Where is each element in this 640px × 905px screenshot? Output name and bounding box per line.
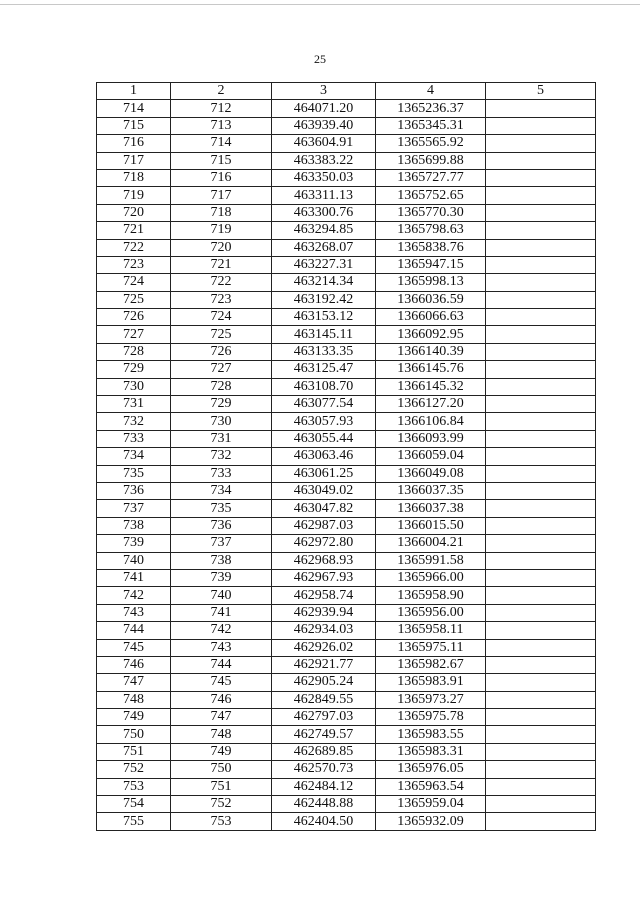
table-cell: 463227.31 bbox=[272, 256, 376, 273]
table-row bbox=[97, 274, 596, 291]
table-cell: 753 bbox=[97, 778, 171, 795]
table-cell: 727 bbox=[97, 326, 171, 343]
table-cell: 1366127.20 bbox=[376, 396, 486, 413]
table-cell: 718 bbox=[171, 204, 272, 221]
table-cell: 741 bbox=[97, 569, 171, 586]
table-cell: 1366092.95 bbox=[376, 326, 486, 343]
table-cell: 720 bbox=[171, 239, 272, 256]
table-cell: 462939.94 bbox=[272, 604, 376, 621]
table-cell: 749 bbox=[171, 743, 272, 760]
table-cell bbox=[486, 639, 596, 656]
table-cell: 1365947.15 bbox=[376, 256, 486, 273]
table-cell: 734 bbox=[97, 448, 171, 465]
table-cell: 1365345.31 bbox=[376, 117, 486, 134]
table-cell bbox=[486, 622, 596, 639]
table-cell: 463055.44 bbox=[272, 430, 376, 447]
table-cell: 734 bbox=[171, 482, 272, 499]
table-cell: 462404.50 bbox=[272, 813, 376, 830]
table-cell bbox=[486, 135, 596, 152]
table-cell: 751 bbox=[97, 743, 171, 760]
table-cell: 744 bbox=[171, 656, 272, 673]
table-cell: 713 bbox=[171, 117, 272, 134]
table-cell: 462987.03 bbox=[272, 517, 376, 534]
coordinates-table bbox=[96, 82, 596, 831]
table-cell: 1365565.92 bbox=[376, 135, 486, 152]
table-row bbox=[97, 796, 596, 813]
table-cell bbox=[486, 778, 596, 795]
table-cell bbox=[486, 726, 596, 743]
table-cell: 463300.76 bbox=[272, 204, 376, 221]
table-cell: 462972.80 bbox=[272, 535, 376, 552]
table-cell bbox=[486, 796, 596, 813]
table-cell: 721 bbox=[97, 222, 171, 239]
table-cell: 750 bbox=[97, 726, 171, 743]
table-cell: 1366066.63 bbox=[376, 309, 486, 326]
table-cell bbox=[486, 361, 596, 378]
table-cell: 462749.57 bbox=[272, 726, 376, 743]
table-row bbox=[97, 187, 596, 204]
table-row bbox=[97, 709, 596, 726]
table-cell bbox=[486, 465, 596, 482]
table-cell: 714 bbox=[97, 100, 171, 117]
table-cell: 462968.93 bbox=[272, 552, 376, 569]
table-row bbox=[97, 169, 596, 186]
table-cell bbox=[486, 813, 596, 830]
table-row bbox=[97, 256, 596, 273]
table-row bbox=[97, 552, 596, 569]
table-cell: 732 bbox=[171, 448, 272, 465]
table-cell: 463049.02 bbox=[272, 482, 376, 499]
table-cell: 462934.03 bbox=[272, 622, 376, 639]
table-cell: 744 bbox=[97, 622, 171, 639]
table-cell: 1366004.21 bbox=[376, 535, 486, 552]
table-row bbox=[97, 378, 596, 395]
table-cell: 748 bbox=[171, 726, 272, 743]
table-cell: 463294.85 bbox=[272, 222, 376, 239]
table-row bbox=[97, 291, 596, 308]
table-row bbox=[97, 535, 596, 552]
table-cell: 722 bbox=[97, 239, 171, 256]
table-header-row bbox=[97, 83, 596, 100]
column-header: 2 bbox=[171, 83, 272, 100]
table-row bbox=[97, 639, 596, 656]
table-cell: 1365752.65 bbox=[376, 187, 486, 204]
table-cell: 462967.93 bbox=[272, 569, 376, 586]
table-cell: 728 bbox=[171, 378, 272, 395]
table-cell: 726 bbox=[171, 343, 272, 360]
table-row bbox=[97, 117, 596, 134]
table-row bbox=[97, 361, 596, 378]
table-row bbox=[97, 761, 596, 778]
table-cell: 729 bbox=[171, 396, 272, 413]
table-cell: 723 bbox=[171, 291, 272, 308]
table-cell: 753 bbox=[171, 813, 272, 830]
table-cell: 1366145.32 bbox=[376, 378, 486, 395]
table-cell: 1365983.91 bbox=[376, 674, 486, 691]
table-cell bbox=[486, 169, 596, 186]
table-cell: 1365982.67 bbox=[376, 656, 486, 673]
table-row bbox=[97, 448, 596, 465]
table-cell bbox=[486, 274, 596, 291]
table-cell: 463268.07 bbox=[272, 239, 376, 256]
table-cell: 715 bbox=[97, 117, 171, 134]
table-row bbox=[97, 396, 596, 413]
table-cell: 1365983.55 bbox=[376, 726, 486, 743]
table-cell: 1365975.11 bbox=[376, 639, 486, 656]
table-cell bbox=[486, 674, 596, 691]
table-cell: 463125.47 bbox=[272, 361, 376, 378]
table-cell: 1365956.00 bbox=[376, 604, 486, 621]
table-row bbox=[97, 100, 596, 117]
table-cell: 715 bbox=[171, 152, 272, 169]
table-row bbox=[97, 674, 596, 691]
table-cell: 725 bbox=[97, 291, 171, 308]
table-cell: 717 bbox=[171, 187, 272, 204]
table-row bbox=[97, 326, 596, 343]
table-cell: 745 bbox=[171, 674, 272, 691]
table-cell: 1365838.76 bbox=[376, 239, 486, 256]
table-row bbox=[97, 500, 596, 517]
table-row bbox=[97, 778, 596, 795]
table-cell: 745 bbox=[97, 639, 171, 656]
column-header: 3 bbox=[272, 83, 376, 100]
table-cell bbox=[486, 187, 596, 204]
table-cell: 730 bbox=[97, 378, 171, 395]
table-cell bbox=[486, 326, 596, 343]
table-cell: 730 bbox=[171, 413, 272, 430]
table-cell: 1366145.76 bbox=[376, 361, 486, 378]
table-cell: 1366037.35 bbox=[376, 482, 486, 499]
table-cell: 719 bbox=[171, 222, 272, 239]
table-cell: 731 bbox=[171, 430, 272, 447]
table-cell: 720 bbox=[97, 204, 171, 221]
table-cell bbox=[486, 448, 596, 465]
table-row bbox=[97, 309, 596, 326]
table-cell bbox=[486, 482, 596, 499]
table-cell bbox=[486, 343, 596, 360]
table-cell bbox=[486, 204, 596, 221]
table-cell: 733 bbox=[97, 430, 171, 447]
table-cell: 1365236.37 bbox=[376, 100, 486, 117]
table-cell: 722 bbox=[171, 274, 272, 291]
table-cell: 462484.12 bbox=[272, 778, 376, 795]
table-cell bbox=[486, 100, 596, 117]
table-row bbox=[97, 517, 596, 534]
table-cell: 1365958.90 bbox=[376, 587, 486, 604]
table-cell: 728 bbox=[97, 343, 171, 360]
table-cell: 738 bbox=[171, 552, 272, 569]
table-cell: 463939.40 bbox=[272, 117, 376, 134]
table-cell: 755 bbox=[97, 813, 171, 830]
table-cell: 1365958.11 bbox=[376, 622, 486, 639]
table-cell bbox=[486, 517, 596, 534]
table-cell bbox=[486, 291, 596, 308]
table-cell: 743 bbox=[171, 639, 272, 656]
table-cell: 740 bbox=[97, 552, 171, 569]
table-cell: 463061.25 bbox=[272, 465, 376, 482]
table-cell: 712 bbox=[171, 100, 272, 117]
table-cell: 736 bbox=[171, 517, 272, 534]
table-row bbox=[97, 343, 596, 360]
table-cell: 740 bbox=[171, 587, 272, 604]
table-row bbox=[97, 482, 596, 499]
table-cell: 463604.91 bbox=[272, 135, 376, 152]
table-cell: 463311.13 bbox=[272, 187, 376, 204]
table-cell: 754 bbox=[97, 796, 171, 813]
column-header: 4 bbox=[376, 83, 486, 100]
table-cell bbox=[486, 152, 596, 169]
table-row bbox=[97, 152, 596, 169]
table-cell: 1365975.78 bbox=[376, 709, 486, 726]
table-cell: 752 bbox=[171, 796, 272, 813]
table-cell: 1366015.50 bbox=[376, 517, 486, 534]
table-row bbox=[97, 135, 596, 152]
table-row bbox=[97, 222, 596, 239]
table-cell: 723 bbox=[97, 256, 171, 273]
table-cell: 729 bbox=[97, 361, 171, 378]
table-cell bbox=[486, 309, 596, 326]
table-cell: 735 bbox=[171, 500, 272, 517]
table-cell: 719 bbox=[97, 187, 171, 204]
top-rule bbox=[0, 4, 640, 5]
table-cell: 716 bbox=[171, 169, 272, 186]
table-cell: 1366106.84 bbox=[376, 413, 486, 430]
table-cell: 462448.88 bbox=[272, 796, 376, 813]
table-cell: 736 bbox=[97, 482, 171, 499]
table-cell: 739 bbox=[97, 535, 171, 552]
table-cell bbox=[486, 656, 596, 673]
page-number: 25 bbox=[314, 52, 326, 66]
table-cell: 1366037.38 bbox=[376, 500, 486, 517]
table-cell: 742 bbox=[97, 587, 171, 604]
table-cell: 464071.20 bbox=[272, 100, 376, 117]
table-cell: 462905.24 bbox=[272, 674, 376, 691]
table-cell bbox=[486, 430, 596, 447]
table-cell bbox=[486, 413, 596, 430]
table-cell: 742 bbox=[171, 622, 272, 639]
table-cell: 462926.02 bbox=[272, 639, 376, 656]
table-cell: 747 bbox=[97, 674, 171, 691]
table-row bbox=[97, 430, 596, 447]
table-cell: 462849.55 bbox=[272, 691, 376, 708]
table-cell bbox=[486, 222, 596, 239]
table-cell: 462921.77 bbox=[272, 656, 376, 673]
table-row bbox=[97, 813, 596, 830]
table-cell: 1365983.31 bbox=[376, 743, 486, 760]
table-cell bbox=[486, 500, 596, 517]
table-cell: 1365959.04 bbox=[376, 796, 486, 813]
table-cell: 724 bbox=[97, 274, 171, 291]
table-cell: 748 bbox=[97, 691, 171, 708]
table-cell: 463350.03 bbox=[272, 169, 376, 186]
table-cell: 1366140.39 bbox=[376, 343, 486, 360]
table-cell: 1365699.88 bbox=[376, 152, 486, 169]
table-cell: 463192.42 bbox=[272, 291, 376, 308]
table-cell: 1366036.59 bbox=[376, 291, 486, 308]
table-cell: 733 bbox=[171, 465, 272, 482]
table-cell bbox=[486, 761, 596, 778]
table-cell: 752 bbox=[97, 761, 171, 778]
table-row bbox=[97, 743, 596, 760]
table-row bbox=[97, 413, 596, 430]
table-row bbox=[97, 569, 596, 586]
table-cell: 1365973.27 bbox=[376, 691, 486, 708]
table-cell: 463133.35 bbox=[272, 343, 376, 360]
table-cell: 1365976.05 bbox=[376, 761, 486, 778]
table-cell: 1365998.13 bbox=[376, 274, 486, 291]
table-cell: 1365727.77 bbox=[376, 169, 486, 186]
table-cell bbox=[486, 552, 596, 569]
table-cell: 726 bbox=[97, 309, 171, 326]
table-cell: 749 bbox=[97, 709, 171, 726]
table-cell: 750 bbox=[171, 761, 272, 778]
table-cell: 747 bbox=[171, 709, 272, 726]
table-cell: 725 bbox=[171, 326, 272, 343]
table-cell: 743 bbox=[97, 604, 171, 621]
table-row bbox=[97, 726, 596, 743]
table-cell: 463063.46 bbox=[272, 448, 376, 465]
table-cell bbox=[486, 743, 596, 760]
table-cell: 1365770.30 bbox=[376, 204, 486, 221]
table-cell: 746 bbox=[97, 656, 171, 673]
table-cell: 714 bbox=[171, 135, 272, 152]
table-cell: 751 bbox=[171, 778, 272, 795]
table-cell: 731 bbox=[97, 396, 171, 413]
table-cell: 1366059.04 bbox=[376, 448, 486, 465]
table-cell: 1365798.63 bbox=[376, 222, 486, 239]
table-cell: 716 bbox=[97, 135, 171, 152]
table-cell bbox=[486, 569, 596, 586]
table-cell: 1366093.99 bbox=[376, 430, 486, 447]
table-row bbox=[97, 691, 596, 708]
table-cell: 1365963.54 bbox=[376, 778, 486, 795]
table-row bbox=[97, 239, 596, 256]
table-cell: 718 bbox=[97, 169, 171, 186]
table-row bbox=[97, 656, 596, 673]
table-cell bbox=[486, 117, 596, 134]
table-cell: 463153.12 bbox=[272, 309, 376, 326]
table-cell: 732 bbox=[97, 413, 171, 430]
table-row bbox=[97, 204, 596, 221]
table-cell: 463145.11 bbox=[272, 326, 376, 343]
table-cell bbox=[486, 604, 596, 621]
table-row bbox=[97, 587, 596, 604]
table-cell: 735 bbox=[97, 465, 171, 482]
table-cell bbox=[486, 256, 596, 273]
table-cell bbox=[486, 396, 596, 413]
column-header: 5 bbox=[486, 83, 596, 100]
table-cell: 462570.73 bbox=[272, 761, 376, 778]
table-cell: 462797.03 bbox=[272, 709, 376, 726]
table-cell: 738 bbox=[97, 517, 171, 534]
table-cell bbox=[486, 587, 596, 604]
table-cell: 1366049.08 bbox=[376, 465, 486, 482]
table-cell: 724 bbox=[171, 309, 272, 326]
table-cell: 463077.54 bbox=[272, 396, 376, 413]
table-cell bbox=[486, 709, 596, 726]
table-cell bbox=[486, 378, 596, 395]
table-cell: 721 bbox=[171, 256, 272, 273]
table-cell: 737 bbox=[171, 535, 272, 552]
table-cell: 1365932.09 bbox=[376, 813, 486, 830]
table-cell: 741 bbox=[171, 604, 272, 621]
table-cell: 746 bbox=[171, 691, 272, 708]
table-cell: 462958.74 bbox=[272, 587, 376, 604]
table-cell: 463214.34 bbox=[272, 274, 376, 291]
table-cell: 463057.93 bbox=[272, 413, 376, 430]
table-row bbox=[97, 604, 596, 621]
table-cell: 463047.82 bbox=[272, 500, 376, 517]
table-cell: 463108.70 bbox=[272, 378, 376, 395]
table-cell: 1365991.58 bbox=[376, 552, 486, 569]
table-cell bbox=[486, 239, 596, 256]
table-cell: 463383.22 bbox=[272, 152, 376, 169]
table-cell: 727 bbox=[171, 361, 272, 378]
column-header: 1 bbox=[97, 83, 171, 100]
table-row bbox=[97, 622, 596, 639]
table-cell: 739 bbox=[171, 569, 272, 586]
table-row bbox=[97, 465, 596, 482]
table-cell: 717 bbox=[97, 152, 171, 169]
table-cell: 1365966.00 bbox=[376, 569, 486, 586]
table-cell: 462689.85 bbox=[272, 743, 376, 760]
table-cell bbox=[486, 535, 596, 552]
table-cell: 737 bbox=[97, 500, 171, 517]
table-cell bbox=[486, 691, 596, 708]
